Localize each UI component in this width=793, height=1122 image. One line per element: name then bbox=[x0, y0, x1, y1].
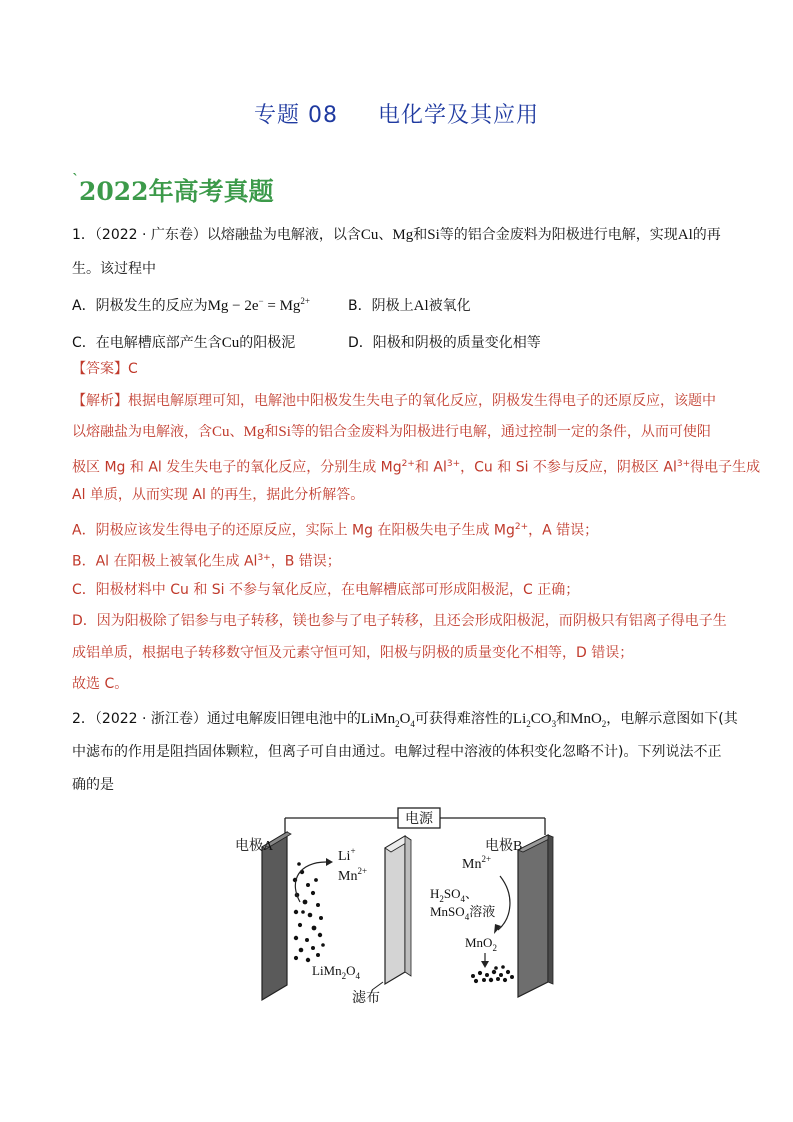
formula-sub: 2 bbox=[439, 894, 444, 904]
q1-text-c: 的再 bbox=[692, 227, 721, 243]
mn-ion-left-label bbox=[338, 866, 367, 884]
q2-number: 2． bbox=[72, 711, 95, 727]
q1-cu: Cu bbox=[360, 227, 379, 243]
formula-part: Mg − 2e bbox=[207, 298, 259, 314]
separator: 、 bbox=[465, 886, 479, 901]
mn-oxidation-arrow bbox=[498, 876, 510, 930]
answer-value: C bbox=[128, 361, 138, 377]
q1-conclusion: 故选 C。 bbox=[72, 676, 129, 692]
formula-sub: 2 bbox=[341, 971, 347, 981]
electrode-a bbox=[262, 832, 291, 1000]
li-symbol: Li bbox=[338, 849, 351, 864]
q2-text: 通过电解废旧锂电池中的 bbox=[206, 711, 361, 727]
solution-word: 溶液 bbox=[469, 905, 496, 920]
formula-sub: 2 bbox=[601, 719, 607, 729]
filter-pointer bbox=[372, 982, 383, 990]
section-mark: ` bbox=[72, 172, 79, 188]
formula-sup: − bbox=[258, 296, 264, 306]
analysis-text: ，Cu 和 Si 不参与反应，阴极区 Al bbox=[460, 459, 677, 476]
formula-sub: 4 bbox=[410, 719, 415, 729]
q2-line2: 中滤布的作用是阻挡固体颗粒，但离子可自由通过。电解过程中溶液的体积变化忽略不计)。下列说法不正 bbox=[72, 744, 722, 760]
formula-sub: 4 bbox=[460, 894, 466, 904]
formula-part: O bbox=[346, 963, 356, 978]
q1-option-d[interactable]: D．阳极和阴极的质量变化相等 bbox=[348, 335, 541, 351]
q1-text: 以熔融盐为电解液，以含 bbox=[206, 227, 361, 243]
section-title: 2022年高考真题 bbox=[79, 177, 274, 206]
formula-part: SO bbox=[443, 886, 461, 901]
q2-source: （2022 · 浙江卷） bbox=[94, 711, 207, 727]
title-prefix: 专题 08 bbox=[253, 103, 338, 128]
formula-sub: 4 bbox=[355, 971, 361, 981]
arrow-head bbox=[326, 858, 333, 866]
analysis-mg: Mg bbox=[243, 424, 265, 440]
ion-charge: 3+ bbox=[257, 553, 271, 563]
option-c-label: C．在电解槽底部产生含 bbox=[72, 335, 222, 351]
option-b-al: Al bbox=[413, 298, 429, 314]
ion-release-arrow bbox=[295, 862, 326, 902]
q1-analysis-c: C．阳极材料中 Cu 和 Si 不参与氧化反应，在电解槽底部可形成阳极泥，C 正确； bbox=[72, 582, 580, 598]
q1-analysis-d1: D．因为阳极除了铝参与电子转移，镁也参与了电子转移，且还会形成阳极泥，而阴极只有铝离子得电子生 bbox=[72, 613, 727, 629]
formula-part: CO bbox=[530, 711, 552, 727]
formula-sup2: 2+ bbox=[300, 296, 310, 306]
mn-charge: 2+ bbox=[357, 866, 368, 876]
q1-line2: 生。该过程中 bbox=[72, 261, 156, 277]
q1-al: Al bbox=[677, 227, 693, 243]
q1-analysis-line4: Al 单质，从而实现 Al 的再生，据此分析解答。 bbox=[72, 487, 365, 503]
formula-sub: 2 bbox=[395, 719, 400, 729]
ion-charge: 2+ bbox=[401, 459, 415, 469]
formula-part: LiMn bbox=[360, 711, 396, 727]
option-b-label: B．阴极上 bbox=[348, 298, 414, 314]
mn-charge: 2+ bbox=[481, 854, 492, 864]
mn-symbol: Mn bbox=[338, 869, 358, 884]
option-a-label: A．阴极发生的反应为 bbox=[72, 298, 208, 314]
analysis-text: 以熔融盐为电解液，含 bbox=[72, 424, 212, 440]
answer-tag: 【答案】 bbox=[72, 361, 128, 377]
li-charge: + bbox=[350, 846, 356, 856]
q2-text-b: 可获得难溶性的 bbox=[414, 711, 513, 727]
limn2o4-particles bbox=[293, 862, 325, 962]
analysis-text-b: 等的铝合金废料为阳极进行电解，通过控制一定的条件，从而可使阳 bbox=[290, 424, 711, 440]
formula-part: MnO bbox=[570, 711, 602, 727]
title-name: 电化学及其应用 bbox=[377, 103, 539, 128]
analysis-text: 极区 Mg 和 Al 发生失电子的氧化反应，分别生成 Mg bbox=[72, 459, 402, 476]
ion-charge: 3+ bbox=[446, 459, 461, 469]
analysis-sep: 、 bbox=[229, 424, 244, 440]
formula-part: MnO bbox=[465, 935, 493, 950]
arrow-head bbox=[481, 961, 489, 968]
q1-text-b: 等的铝合金废料为阳极进行电解，实现 bbox=[439, 227, 678, 243]
formula-sub: 2 bbox=[492, 943, 497, 953]
power-source bbox=[398, 808, 440, 828]
formula-part: MnSO bbox=[430, 904, 465, 919]
ion-charge: 3+ bbox=[676, 459, 691, 469]
formula-part: Li bbox=[512, 711, 527, 727]
mn-symbol: Mn bbox=[462, 857, 482, 872]
q1-si: Si bbox=[427, 227, 440, 243]
q1-sep: 、 bbox=[378, 227, 393, 243]
analysis-text: A．阴极应该发生得电子的还原反应，实际上 Mg 在阳极失电子生成 Mg bbox=[72, 522, 515, 539]
mno2-label bbox=[465, 935, 497, 953]
formula-sub: 3 bbox=[551, 719, 557, 729]
filter-cloth bbox=[385, 836, 411, 984]
analysis-text: ，B 错误； bbox=[270, 553, 341, 570]
q2-text-c: ，电解示意图如下(其 bbox=[606, 711, 738, 727]
electrode-b-label: 电极B bbox=[485, 839, 523, 854]
filter-label: 滤布 bbox=[352, 991, 380, 1006]
option-b-text: 被氧化 bbox=[428, 298, 471, 314]
mno2-precipitate bbox=[471, 965, 514, 983]
q1-mg: Mg bbox=[392, 227, 414, 243]
analysis-tag: 【解析】 bbox=[72, 393, 128, 409]
electrode-b bbox=[518, 835, 553, 997]
option-c-text: 的阳极泥 bbox=[239, 335, 296, 351]
q1-analysis-d2: 成铝单质，根据电子转移数守恒及元素守恒可知，阳极与阴极的质量变化不相等，D 错误； bbox=[72, 645, 634, 661]
formula-eq: = Mg bbox=[263, 298, 301, 314]
q2-line3: 确的是 bbox=[72, 777, 114, 793]
q1-number: 1． bbox=[72, 227, 95, 243]
option-c-cu: Cu bbox=[221, 335, 240, 351]
analysis-and: 和 bbox=[264, 424, 279, 440]
analysis-si: Si bbox=[278, 424, 291, 440]
formula-part: O bbox=[399, 711, 411, 727]
q1-source: （2022 · 广东卷） bbox=[94, 227, 207, 243]
h2so4-label bbox=[430, 886, 478, 904]
formula-sub: 2 bbox=[526, 719, 531, 729]
formula-sub: 4 bbox=[464, 912, 470, 922]
q2-and: 和 bbox=[556, 711, 571, 727]
electrode-a-label: 电极A bbox=[235, 839, 274, 854]
li-ion-label bbox=[338, 846, 356, 864]
power-label: 电源 bbox=[405, 812, 433, 827]
formula-part: H bbox=[430, 886, 440, 901]
mnso4-label bbox=[430, 904, 495, 922]
limn2o4-label bbox=[312, 963, 361, 981]
analysis-text: 得电子生成 bbox=[690, 459, 761, 476]
analysis-text: B．Al 在阳极上被氧化生成 Al bbox=[72, 553, 258, 570]
analysis-text: ，A 错误； bbox=[528, 522, 599, 539]
ion-charge: 2+ bbox=[514, 522, 529, 532]
mn-ion-right-label bbox=[462, 854, 491, 872]
analysis-cu: Cu bbox=[212, 424, 230, 440]
formula-part: LiMn bbox=[312, 963, 342, 978]
analysis-text: 和 Al bbox=[414, 459, 447, 476]
q1-and: 和 bbox=[413, 227, 428, 243]
analysis-text: 根据电解原理可知，电解池中阳极发生失电子的氧化反应，阴极发生得电子的还原反应，该题中 bbox=[128, 393, 716, 409]
